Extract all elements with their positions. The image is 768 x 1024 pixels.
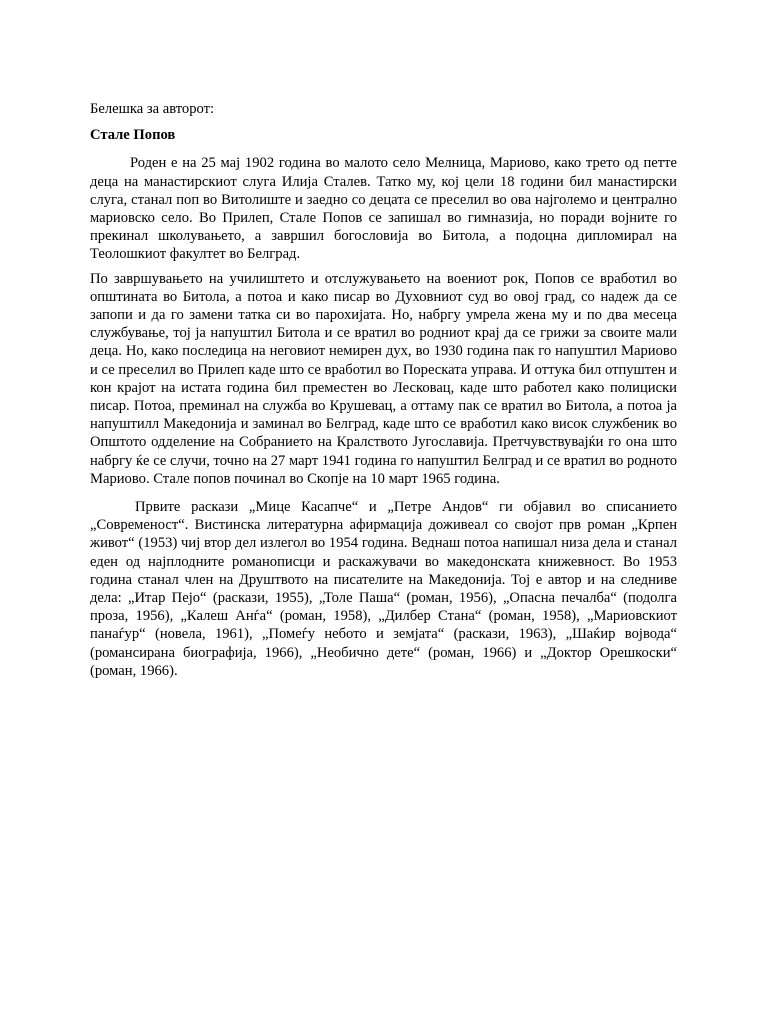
biography-paragraph-1: Роден е на 25 мај 1902 година во малото село Мелница, Мариово, како трето од петте деца на манастирскиот слуга Илија Сталев. Татко му, кој цели 18 години бил манастирски слуга, станал поп во Витолиште и заедно со децата се преселил во ова најголемо и централно мариовско село. Во Прилеп, Стале Попов се запишал во гимназија, но поради војните го прекинал школувањето, а завршил богословија во Битола, а подоцна дипломирал на Теолошкиот факултет во Белград. <box>90 155 677 263</box>
author-name-heading: Стале Попов <box>90 127 176 144</box>
biography-paragraph-2: По завршувањето на училиштето и отслужувањето на воениот рок, Попов се вработил во општината во Битола, а потоа и како писар во Духовниот суд во овој град, со надеж да се запопи и да го замени татка си во парохијата. Но, набргу умрела жена му и по два месеца службување, тој ја напуштил Битола и се вратил во родниот крај да се грижи за своите мали деца. Но, како последица на неговиот немирен дух, во 1930 година пак го напуштил Мариово и се преселил во Прилеп каде што се вработил во Пореската управа. И оттука бил отпуштен и кон крајот на истата година бил преместен во Лесковац, каде што работел како полициски писар. Потоа, преминал на служба во Крушевац, а оттаму пак се вратил во Битола, а потоа ја напуштилл Македонија и заминал во Белград, каде што се вработил како висок службеник во Општото одделение на Собранието на Кралството Југославија. Претчувствувајќи го она што набргу ќе се случи, точно на 27 март 1941 година го напуштил Белград и се вратил во родното Мариово. Стале попов починал во Скопје на 10 март 1965 година. <box>90 270 677 487</box>
document-page <box>90 100 677 680</box>
note-label: Белешка за авторот: <box>90 101 215 117</box>
works-paragraph: Првите раскази „Мице Касапче“ и „Петре Андов“ ги објавил во списанието „Современост“. Вистинска литературна афирмација доживеал со својот прв роман „Крпен живот“ (1953) чиј втор дел излегол во 1954 година. Веднаш потоа напишал низа дела и станал еден од најплодните романописци и раскажувачи во македонската книжевност. Во 1953 година станал член на Друштвото на писателите на Македонија. Тој е автор и на следниве дела: „Итар Пејо“ (раскази, 1955), „Толе Паша“ (роман, 1956), „Опасна печалба“ (подолга проза, 1956), „Калеш Анѓа“ (роман, 1958), „Дилбер Стана“ (роман, 1958), „Мариовскиот панаѓур“ (новела, 1961), „Помеѓу небото и земјата“ (раскази, 1963), „Шаќир војвода“ (романсирана биографија, 1966), „Необично дете“ (роман, 1966) и „Доктор Орешкоски“ (роман, 1966). <box>90 499 677 679</box>
